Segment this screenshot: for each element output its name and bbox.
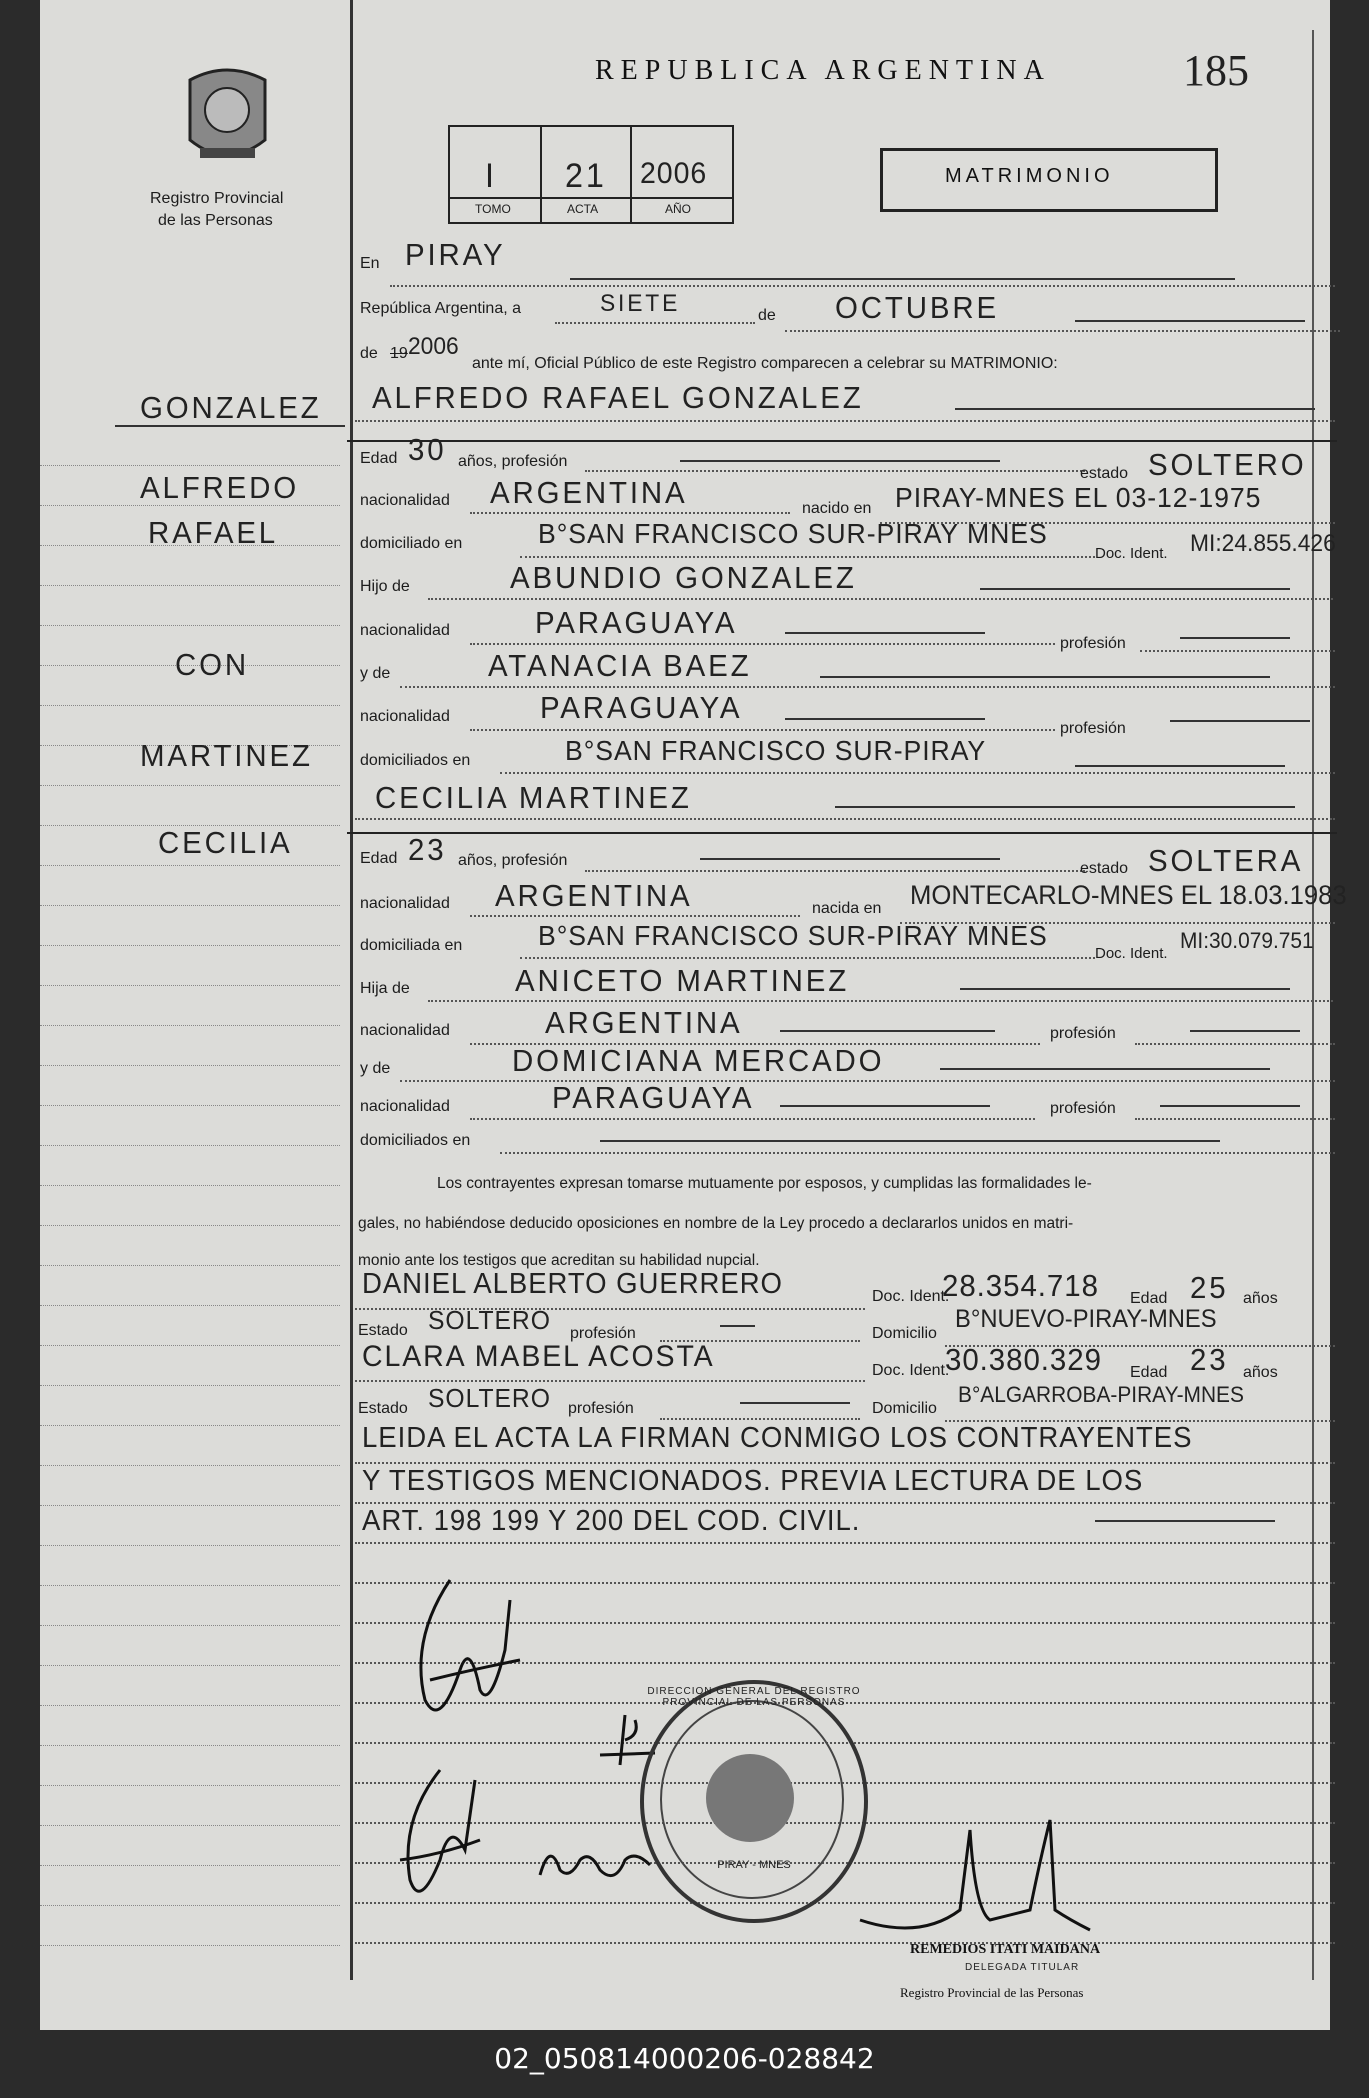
- bride-nac-label: nacionalidad: [360, 895, 450, 912]
- groom-father-prof-label: profesión: [1060, 635, 1126, 652]
- witness1-anos-label: años: [1243, 1290, 1278, 1307]
- day: SIETE: [600, 290, 681, 317]
- statement-line1: Los contrayentes expresan tomarse mutuamente por esposos, y cumplidas las formalidades le-: [437, 1175, 1092, 1192]
- bride-yde-label: y de: [360, 1060, 391, 1077]
- seal-text: DIRECCION GENERAL DEL REGISTRO PROVINCIAL DE LAS PERSONAS: [647, 1686, 861, 1708]
- margin-groom-name2: RAFAEL: [148, 515, 279, 550]
- witness2-prof-label: profesión: [568, 1400, 634, 1417]
- rep-label: República Argentina, a: [360, 300, 521, 317]
- groom-age: 30: [408, 432, 447, 467]
- witness2-doc-label: Doc. Ident.: [872, 1362, 950, 1379]
- groom-father-nac-label: nacionalidad: [360, 622, 450, 639]
- groom-father: ABUNDIO GONZALEZ: [510, 560, 857, 595]
- bride-father: ANICETO MARTINEZ: [515, 963, 850, 998]
- witness1-domicile: B°NUEVO-PIRAY-MNES: [955, 1305, 1217, 1333]
- groom-parents-domicile: B°SAN FRANCISCO SUR-PIRAY: [565, 735, 987, 766]
- official-name: REMEDIOS ITATI MAIDANA: [910, 1942, 1101, 1957]
- year-printed: 19: [390, 345, 408, 362]
- signature-groom: [370, 1560, 550, 1760]
- bride-birth: MONTECARLO-MNES EL 18.03.1983: [910, 880, 1347, 910]
- official-title: DELEGADA TITULAR: [965, 1962, 1080, 1973]
- witness2-age: 23: [1190, 1342, 1229, 1377]
- bride-mother: DOMICIANA MERCADO: [512, 1043, 885, 1078]
- place: PIRAY: [405, 237, 506, 272]
- acta-value: 21: [565, 157, 607, 195]
- groom-nationality: ARGENTINA: [490, 475, 688, 510]
- groom-father-nat: PARAGUAYA: [535, 605, 738, 640]
- intro-text: ante mí, Oficial Público de este Registro comparecen a celebrar su MATRIMONIO:: [472, 355, 1058, 372]
- groom-nacido-label: nacido en: [802, 500, 872, 517]
- groom-hijo-label: Hijo de: [360, 578, 410, 595]
- witness1-edad-label: Edad: [1130, 1290, 1168, 1307]
- tomo-label: TOMO: [475, 202, 511, 216]
- groom-dom-label: domiciliado en: [360, 535, 463, 552]
- margin-bride-name: CECILIA: [158, 825, 293, 860]
- page-number: 185: [1183, 46, 1249, 95]
- country-title: REPUBLICA ARGENTINA: [595, 55, 1051, 86]
- witness2-doc: 30.380.329: [945, 1342, 1102, 1377]
- closing-line1: LEIDA EL ACTA LA FIRMAN CONMIGO LOS CONTRAYENTES: [362, 1422, 1193, 1454]
- statement-line2: gales, no habiéndose deducido oposiciones en nombre de la Ley procedo a declararlos unidos en matri-: [358, 1215, 1074, 1232]
- groom-birth: PIRAY-MNES EL 03-12-1975: [895, 482, 1262, 513]
- month: OCTUBRE: [835, 290, 999, 325]
- signature-official: [840, 1800, 1100, 1950]
- witness2-name: CLARA MABEL ACOSTA: [362, 1340, 715, 1373]
- witness2-domicile: B°ALGARROBA-PIRAY-MNES: [958, 1382, 1244, 1407]
- groom-domicile: B°SAN FRANCISCO SUR-PIRAY MNES: [538, 518, 1048, 549]
- bride-nacida-label: nacida en: [812, 900, 882, 917]
- de-label: de: [758, 307, 776, 324]
- witness2-dom-label: Domicilio: [872, 1400, 937, 1417]
- bride-doc-label: Doc. Ident.: [1095, 945, 1168, 962]
- closing-line3: ART. 198 199 Y 200 DEL COD. CIVIL.: [362, 1505, 861, 1537]
- ano-label: AÑO: [665, 202, 692, 216]
- bride-dom-label: domiciliada en: [360, 937, 463, 954]
- record-box: [448, 125, 734, 224]
- bride-mother-nac-label: nacionalidad: [360, 1098, 450, 1115]
- bride-mother-prof-label: profesión: [1050, 1100, 1116, 1117]
- bride-edad-label: Edad: [360, 850, 398, 867]
- witness1-name: DANIEL ALBERTO GUERRERO: [362, 1268, 783, 1300]
- bride-age: 23: [408, 832, 447, 867]
- groom-estado: SOLTERO: [1148, 447, 1307, 482]
- witness1-age: 25: [1190, 1270, 1229, 1305]
- groom-nac-label: nacionalidad: [360, 492, 450, 509]
- witness2-estado-label: Estado: [358, 1400, 408, 1417]
- bride-father-nac-label: nacionalidad: [360, 1022, 450, 1039]
- margin-bride-surname: MARTINEZ: [140, 738, 313, 773]
- witness1-doc-label: Doc. Ident.: [872, 1288, 950, 1305]
- groom-mother-nac-label: nacionalidad: [360, 708, 450, 725]
- groom-parents-dom-label: domiciliados en: [360, 752, 471, 769]
- bride-anos-profesion: años, profesión: [458, 852, 568, 869]
- groom-doc-label: Doc. Ident.: [1095, 545, 1168, 562]
- groom-anos-profesion: años, profesión: [458, 453, 568, 470]
- groom-mother-nat: PARAGUAYA: [540, 690, 743, 725]
- witness2-anos-label: años: [1243, 1364, 1278, 1381]
- witness1-prof-label: profesión: [570, 1325, 636, 1342]
- closing-line2: Y TESTIGOS MENCIONADOS. PREVIA LECTURA DE LOS: [362, 1465, 1144, 1497]
- bride-estado: SOLTERA: [1148, 843, 1304, 878]
- right-border: [1312, 30, 1314, 1980]
- groom-estado-label: estado: [1080, 465, 1129, 482]
- doc-type: MATRIMONIO: [945, 165, 1114, 187]
- acta-label: ACTA: [567, 202, 599, 216]
- year-written: 2006: [408, 333, 459, 360]
- footer-id: 02_050814000206-028842: [494, 2042, 875, 2075]
- groom-edad-label: Edad: [360, 450, 398, 467]
- bride-parents-dom-label: domiciliados en: [360, 1132, 471, 1149]
- bride-father-prof-label: profesión: [1050, 1025, 1116, 1042]
- witness1-estado-label: Estado: [358, 1322, 408, 1339]
- bride-estado-label: estado: [1080, 860, 1129, 877]
- statement-line3: monio ante los testigos que acreditan su habilidad nupcial.: [358, 1252, 760, 1269]
- groom-full-name: ALFREDO RAFAEL GONZALEZ: [372, 380, 864, 415]
- bride-doc: MI:30.079.751: [1180, 928, 1314, 953]
- bride-hija-label: Hija de: [360, 980, 410, 997]
- witness2-estado: SOLTERO: [428, 1383, 551, 1413]
- bride-full-name: CECILIA MARTINEZ: [375, 780, 692, 815]
- witness2-edad-label: Edad: [1130, 1364, 1168, 1381]
- bride-domicile: B°SAN FRANCISCO SUR-PIRAY MNES: [538, 920, 1048, 951]
- margin-connector: CON: [175, 647, 249, 682]
- official-registry: Registro Provincial de las Personas: [900, 1985, 1084, 2000]
- groom-doc: MI:24.855.426: [1190, 530, 1336, 557]
- witness1-estado: SOLTERO: [428, 1305, 551, 1335]
- margin-groom-name1: ALFREDO: [140, 470, 300, 505]
- witness1-dom-label: Domicilio: [872, 1325, 937, 1342]
- margin-groom-surname: GONZALEZ: [140, 390, 322, 425]
- ano-value: 2006: [640, 157, 708, 190]
- seal-office: PIRAY - MNES: [717, 1859, 791, 1871]
- bride-father-nat: ARGENTINA: [545, 1005, 743, 1040]
- groom-mother-prof-label: profesión: [1060, 720, 1126, 737]
- certificate-page: [40, 0, 1347, 2030]
- margin-divider: [350, 0, 353, 1980]
- groom-yde-label: y de: [360, 665, 391, 682]
- en-label: En: [360, 255, 380, 272]
- signature-bride: [370, 1760, 510, 1920]
- registry-name-2: de las Personas: [158, 212, 273, 229]
- registry-name-1: Registro Provincial: [150, 190, 284, 207]
- groom-mother: ATANACIA BAEZ: [488, 648, 752, 683]
- witness1-doc: 28.354.718: [942, 1268, 1099, 1303]
- tomo-value: I: [485, 157, 497, 195]
- official-seal: [640, 1680, 868, 1923]
- provincial-logo: [180, 60, 275, 175]
- bride-mother-nat: PARAGUAYA: [552, 1080, 755, 1115]
- bride-nationality: ARGENTINA: [495, 878, 693, 913]
- de2-label: de: [360, 345, 378, 362]
